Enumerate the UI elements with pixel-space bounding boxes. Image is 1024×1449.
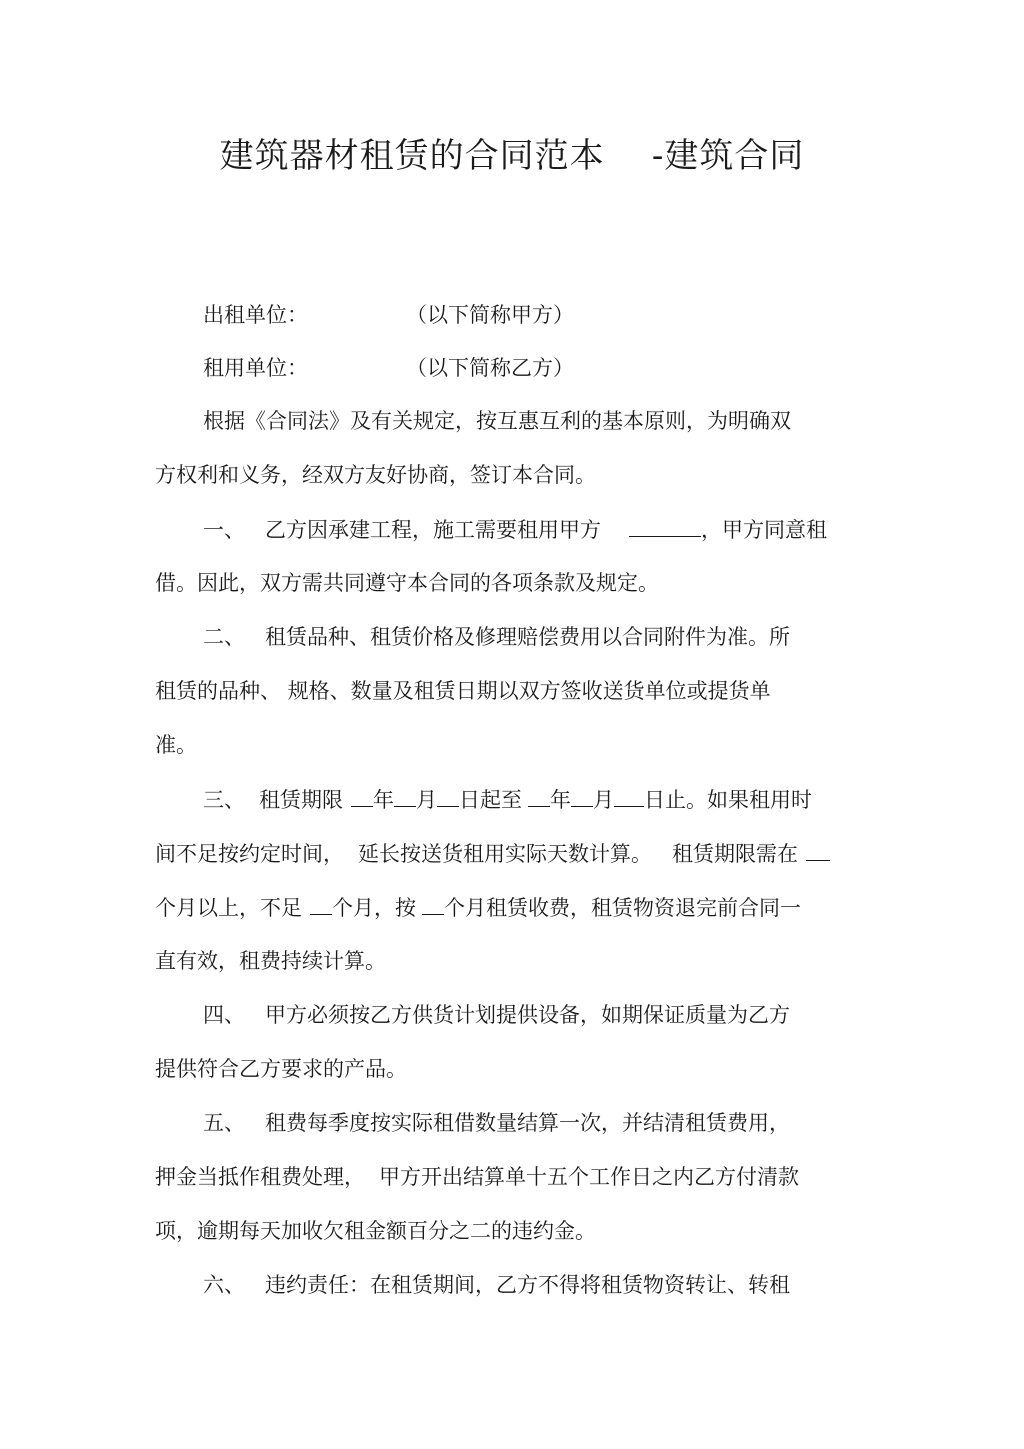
blank-field xyxy=(571,784,593,807)
clause-1-text: 乙方因承建工程，施工需要租用甲方 xyxy=(265,518,601,542)
document-title: 建筑器材租赁的合同范本 -建筑合同 xyxy=(219,136,805,176)
clause-6-text: 违约责任：在租赁期间，乙方不得将租赁物资转让、转租 xyxy=(265,1273,790,1297)
clause-3-text: 租赁期限 xyxy=(259,788,343,812)
preamble-line-2: 方权利和义务，经双方友好协商，签订本合同。 xyxy=(155,463,596,487)
clause-3-number: 三、 xyxy=(203,788,245,812)
blank-field xyxy=(351,784,373,807)
clause-3-line-3 xyxy=(155,892,801,923)
clause-5-text: 租费每季度按实际租借数量结算一次，并结清租赁费用， xyxy=(265,1111,790,1135)
clause-4-number: 四、 xyxy=(203,1003,245,1027)
blank-field xyxy=(310,892,332,915)
clause-2-line-2: 租赁的品种、 规格、数量及租赁日期以双方签收送货单位或提货单 xyxy=(155,679,771,703)
clause-3-line-4: 直有效，租费持续计算。 xyxy=(155,949,386,973)
lessee-line xyxy=(203,353,574,383)
clause-5-text: 甲方开出结算单十五个工作日之内乙方付清款 xyxy=(379,1165,799,1189)
clause-5-line-2 xyxy=(155,1162,799,1192)
clause-2-line-3: 准。 xyxy=(155,733,197,757)
clause-2-line-1 xyxy=(203,622,790,652)
clause-6-line-1 xyxy=(203,1270,790,1300)
clause-1-text: ，甲方同意租 xyxy=(701,518,827,542)
clause-3-text: 间不足按约定时间， xyxy=(155,842,344,866)
clause-3-text: 月 xyxy=(416,788,437,812)
clause-5-line-1 xyxy=(203,1108,790,1138)
blank-field xyxy=(806,838,830,861)
clause-2-text: 租赁品种、租赁价格及修理赔偿费用以合同附件为准。所 xyxy=(265,625,790,649)
clause-3-text: 个月，按 xyxy=(332,896,416,920)
clause-1-line-1 xyxy=(203,514,827,545)
clause-4-text: 甲方必须按乙方供货计划提供设备，如期保证质量为乙方 xyxy=(265,1003,790,1027)
blank-field xyxy=(437,784,459,807)
lessee-note: （以下简称乙方） xyxy=(406,356,574,380)
lessor-label: 出租单位： xyxy=(203,303,308,327)
clause-3-text: 个月租赁收费，租赁物资退完前合同一 xyxy=(444,896,801,920)
clause-3-text: 日起至 xyxy=(459,788,522,812)
lessee-label: 租用单位： xyxy=(203,356,308,380)
clause-3-text: 租赁期限需在 xyxy=(672,842,798,866)
clause-3-line-2 xyxy=(155,838,830,869)
clause-3-text: 延长按送货租用实际天数计算。 xyxy=(358,842,652,866)
clause-1-number: 一、 xyxy=(203,518,245,542)
preamble-line-1: 根据《合同法》及有关规定，按互惠互利的基本原则，为明确双 xyxy=(203,409,791,433)
clause-3-line-1 xyxy=(203,784,812,815)
lessor-note: （以下简称甲方） xyxy=(406,303,574,327)
clause-3-text: 月 xyxy=(593,788,614,812)
clause-3-text: 年 xyxy=(550,788,571,812)
blank-field xyxy=(422,892,444,915)
clause-4-line-2: 提供符合乙方要求的产品。 xyxy=(155,1057,407,1081)
clause-5-number: 五、 xyxy=(203,1111,245,1135)
clause-4-line-1 xyxy=(203,1000,790,1030)
clause-1-line-2: 借。因此，双方需共同遵守本合同的各项条款及规定。 xyxy=(155,571,659,595)
clause-3-text: 年 xyxy=(373,788,394,812)
lessor-line xyxy=(203,300,574,330)
blank-field xyxy=(614,784,644,807)
clause-6-number: 六、 xyxy=(203,1273,245,1297)
blank-field xyxy=(629,514,701,537)
blank-field xyxy=(528,784,550,807)
blank-field xyxy=(394,784,416,807)
clause-5-text: 押金当抵作租费处理， xyxy=(155,1165,365,1189)
clause-2-number: 二、 xyxy=(203,625,245,649)
clause-3-text: 日止。如果租用时 xyxy=(644,788,812,812)
clause-5-line-3: 项，逾期每天加收欠租金额百分之二的违约金。 xyxy=(155,1219,596,1243)
clause-3-text: 个月以上，不足 xyxy=(155,896,302,920)
